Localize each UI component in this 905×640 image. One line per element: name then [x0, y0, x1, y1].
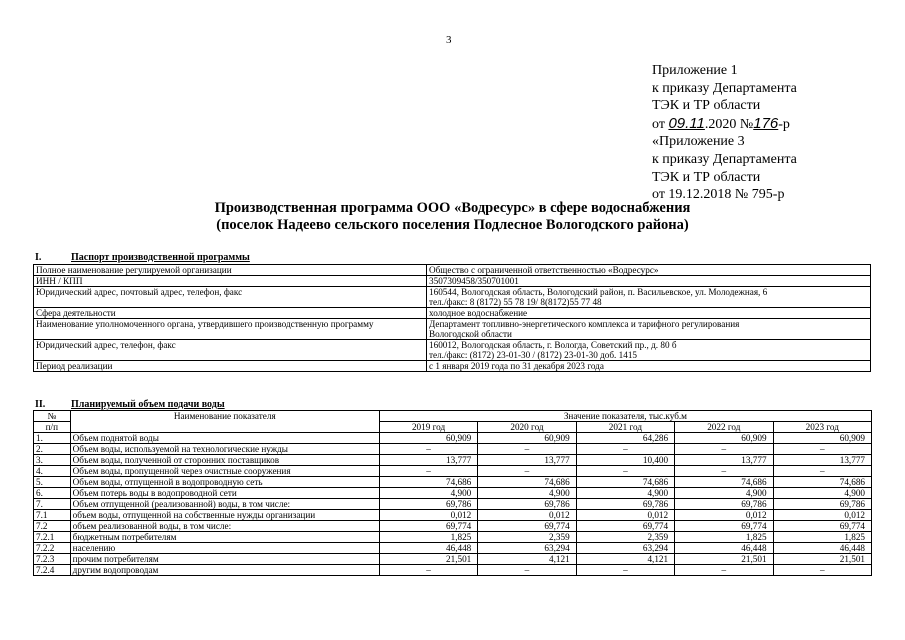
indicator-value: 4,121 — [478, 554, 576, 565]
indicator-value: 74,686 — [675, 477, 773, 488]
handwritten-number: 176 — [753, 114, 779, 132]
indicator-value: – — [379, 444, 477, 455]
passport-value — [427, 340, 871, 361]
passport-value — [427, 361, 871, 372]
row-number: 5. — [34, 477, 71, 488]
indicator-value: 74,686 — [478, 477, 576, 488]
indicator-name: другим водопроводам — [70, 565, 379, 576]
indicator-value: 60,909 — [478, 433, 576, 444]
volume-row — [34, 444, 872, 455]
indicator-value: 0,012 — [379, 510, 477, 521]
passport-value-line: 160012, Вологодская область, г. Вологда, Советский пр., д. 80 б — [429, 340, 677, 350]
indicator-value: – — [675, 466, 773, 477]
header-year: 2021 год — [576, 422, 674, 433]
header-number-sub: п/п — [34, 422, 71, 433]
section-number: I. — [35, 252, 42, 263]
passport-value — [427, 319, 871, 340]
indicator-value: 4,900 — [478, 488, 576, 499]
passport-value-line: Вологодской области — [429, 329, 512, 339]
row-number: 3. — [34, 455, 71, 466]
header-number: № — [34, 411, 71, 422]
indicator-value: 69,774 — [675, 521, 773, 532]
header-value: Значение показателя, тыс.куб.м — [379, 411, 871, 422]
appendix-header — [652, 62, 797, 204]
indicator-value: 60,909 — [773, 433, 871, 444]
page-number: 3 — [446, 34, 452, 46]
indicator-name: прочим потребителям — [70, 554, 379, 565]
appendix-line: Приложение 1 — [652, 63, 738, 78]
indicator-value: 2,359 — [478, 532, 576, 543]
passport-row — [34, 308, 871, 319]
indicator-value: – — [675, 565, 773, 576]
indicator-value: 4,900 — [675, 488, 773, 499]
appendix-line: ТЭК и ТР области — [652, 98, 761, 114]
section-label: Планируемый объем подачи воды — [71, 399, 225, 410]
row-number: 7.2.3 — [34, 554, 71, 565]
passport-value-line: с 1 января 2019 года по 31 декабря 2023 года — [429, 361, 604, 371]
row-number: 6. — [34, 488, 71, 499]
passport-key: Юридический адрес, телефон, факс — [34, 340, 427, 361]
indicator-name: объем реализованной воды, в том числе: — [70, 521, 379, 532]
appendix-year: .2020 № — [704, 116, 754, 132]
indicator-name: Объем воды, полученной от сторонних поставщиков — [70, 455, 379, 466]
passport-value — [427, 308, 871, 319]
passport-key: Полное наименование регулируемой организации — [34, 265, 427, 276]
indicator-value: 0,012 — [576, 510, 674, 521]
row-number: 7. — [34, 499, 71, 510]
section-1-heading — [35, 252, 250, 263]
row-number: 2. — [34, 444, 71, 455]
volume-row — [34, 554, 872, 565]
passport-key: Сфера деятельности — [34, 308, 427, 319]
passport-value-line: тел./факс: (8172) 23-01-30 / (8172) 23-01-30 доб. 1415 — [429, 350, 638, 360]
indicator-value: 1,825 — [379, 532, 477, 543]
passport-value-line: Департамент топливно-энергетического комплекса и тарифного регулирования — [429, 319, 740, 329]
indicator-value: 46,448 — [773, 543, 871, 554]
volume-row — [34, 521, 872, 532]
indicator-value: – — [478, 466, 576, 477]
indicator-name: Объем потерь воды в водопроводной сети — [70, 488, 379, 499]
indicator-value: 63,294 — [478, 543, 576, 554]
indicator-value: – — [379, 466, 477, 477]
indicator-name: объем воды, отпущенной на собственные нужды организации — [70, 510, 379, 521]
header-indicator-name: Наименование показателя — [70, 411, 379, 433]
indicator-value: 46,448 — [379, 543, 477, 554]
indicator-value: 13,777 — [379, 455, 477, 466]
indicator-value: – — [478, 444, 576, 455]
indicator-value: 69,774 — [478, 521, 576, 532]
row-number: 7.2 — [34, 521, 71, 532]
passport-row — [34, 361, 871, 372]
passport-row — [34, 276, 871, 287]
indicator-value: 2,359 — [576, 532, 674, 543]
indicator-value: 69,774 — [576, 521, 674, 532]
volume-row — [34, 488, 872, 499]
indicator-value: – — [675, 444, 773, 455]
passport-value — [427, 265, 871, 276]
indicator-value: 10,400 — [576, 455, 674, 466]
indicator-value: 69,786 — [675, 499, 773, 510]
title-line: Производственная программа ООО «Водресурс» в сфере водоснабжения — [214, 200, 691, 216]
passport-key: Наименование уполномоченного органа, утвердившего производственную программу — [34, 319, 427, 340]
passport-value-line: 160544, Вологодская область, Вологодский район, п. Васильевское, ул. Молодежная, 6 — [429, 287, 768, 297]
indicator-value: 74,686 — [379, 477, 477, 488]
appendix-from: от — [652, 116, 665, 132]
indicator-value: 4,121 — [576, 554, 674, 565]
indicator-value: 21,501 — [773, 554, 871, 565]
indicator-name: Объем поднятой воды — [70, 433, 379, 444]
header-year: 2020 год — [478, 422, 576, 433]
indicator-value: – — [773, 444, 871, 455]
indicator-value: 0,012 — [675, 510, 773, 521]
indicator-value: 60,909 — [675, 433, 773, 444]
indicator-value: – — [576, 444, 674, 455]
row-number: 1. — [34, 433, 71, 444]
indicator-value: 69,774 — [379, 521, 477, 532]
appendix-line: ТЭК и ТР области — [652, 169, 761, 185]
volume-row — [34, 510, 872, 521]
passport-value — [427, 276, 871, 287]
indicator-name: бюджетным потребителям — [70, 532, 379, 543]
passport-key: ИНН / КПП — [34, 276, 427, 287]
indicator-name: Объем воды, пропущенной через очистные сооружения — [70, 466, 379, 477]
indicator-name: Объем воды, отпущенной в водопроводную сеть — [70, 477, 379, 488]
indicator-value: 74,686 — [576, 477, 674, 488]
passport-row — [34, 287, 871, 308]
passport-row — [34, 265, 871, 276]
passport-value-line: холодное водоснабжение — [429, 308, 528, 318]
volume-row — [34, 565, 872, 576]
indicator-value: 69,786 — [478, 499, 576, 510]
indicator-value: – — [379, 565, 477, 576]
volume-row — [34, 499, 872, 510]
volume-row — [34, 455, 872, 466]
appendix-line: к приказу Департамента — [652, 151, 797, 167]
indicator-value: 46,448 — [675, 543, 773, 554]
indicator-value: 74,686 — [773, 477, 871, 488]
indicator-value: 4,900 — [576, 488, 674, 499]
section-number: II. — [35, 399, 46, 410]
indicator-value: – — [773, 466, 871, 477]
indicator-value: 1,825 — [675, 532, 773, 543]
indicator-name: населению — [70, 543, 379, 554]
row-number: 7.1 — [34, 510, 71, 521]
header-year: 2023 год — [773, 422, 871, 433]
indicator-value: 0,012 — [478, 510, 576, 521]
volume-row — [34, 543, 872, 554]
passport-value-line: 3507309458/350701001 — [429, 276, 519, 286]
indicator-value: – — [576, 565, 674, 576]
section-2-heading — [35, 399, 225, 410]
indicator-value: – — [773, 565, 871, 576]
passport-key: Юридический адрес, почтовый адрес, телефон, факс — [34, 287, 427, 308]
indicator-value: 64,286 — [576, 433, 674, 444]
indicator-value: – — [576, 466, 674, 477]
appendix-suffix: -р — [778, 116, 790, 132]
indicator-value: 4,900 — [379, 488, 477, 499]
appendix-line: «Приложение 3 — [652, 134, 745, 150]
indicator-value: 21,501 — [379, 554, 477, 565]
row-number: 7.2.1 — [34, 532, 71, 543]
passport-value-line: Общество с ограниченной ответственностью «Водресурс» — [429, 265, 659, 275]
indicator-value: 69,786 — [576, 499, 674, 510]
indicator-value: 0,012 — [773, 510, 871, 521]
water-volume-table — [33, 410, 872, 576]
indicator-name: Объем отпущенной (реализованной) воды, в том числе: — [70, 499, 379, 510]
row-number: 4. — [34, 466, 71, 477]
indicator-value: 60,909 — [379, 433, 477, 444]
appendix-line: от 19.12.2018 № 795-р — [652, 187, 785, 203]
indicator-value: 21,501 — [675, 554, 773, 565]
document-title — [0, 200, 905, 234]
indicator-value: 13,777 — [773, 455, 871, 466]
section-label: Паспорт производственной программы — [71, 252, 250, 263]
title-line: (поселок Надеево сельского поселения Подлесное Вологодского района) — [216, 217, 689, 233]
header-year: 2019 год — [379, 422, 477, 433]
indicator-value: 13,777 — [478, 455, 576, 466]
indicator-name: Объем воды, используемой на технологические нужды — [70, 444, 379, 455]
indicator-value: 69,786 — [379, 499, 477, 510]
volume-row — [34, 466, 872, 477]
indicator-value: – — [478, 565, 576, 576]
passport-value — [427, 287, 871, 308]
passport-row — [34, 340, 871, 361]
indicator-value: 4,900 — [773, 488, 871, 499]
passport-key: Период реализации — [34, 361, 427, 372]
row-number: 7.2.2 — [34, 543, 71, 554]
indicator-value: 69,774 — [773, 521, 871, 532]
handwritten-date: 09.11 — [668, 114, 705, 132]
row-number: 7.2.4 — [34, 565, 71, 576]
appendix-order-date-line — [652, 115, 797, 134]
passport-row — [34, 319, 871, 340]
volume-row — [34, 532, 872, 543]
indicator-value: 1,825 — [773, 532, 871, 543]
header-year: 2022 год — [675, 422, 773, 433]
indicator-value: 63,294 — [576, 543, 674, 554]
indicator-value: 69,786 — [773, 499, 871, 510]
indicator-value: 13,777 — [675, 455, 773, 466]
volume-row — [34, 477, 872, 488]
appendix-line: к приказу Департамента — [652, 80, 797, 96]
passport-value-line: тел./факс: 8 (8172) 55 78 19/ 8(8172)55 77 48 — [429, 297, 602, 307]
passport-table — [33, 264, 871, 372]
volume-row — [34, 433, 872, 444]
